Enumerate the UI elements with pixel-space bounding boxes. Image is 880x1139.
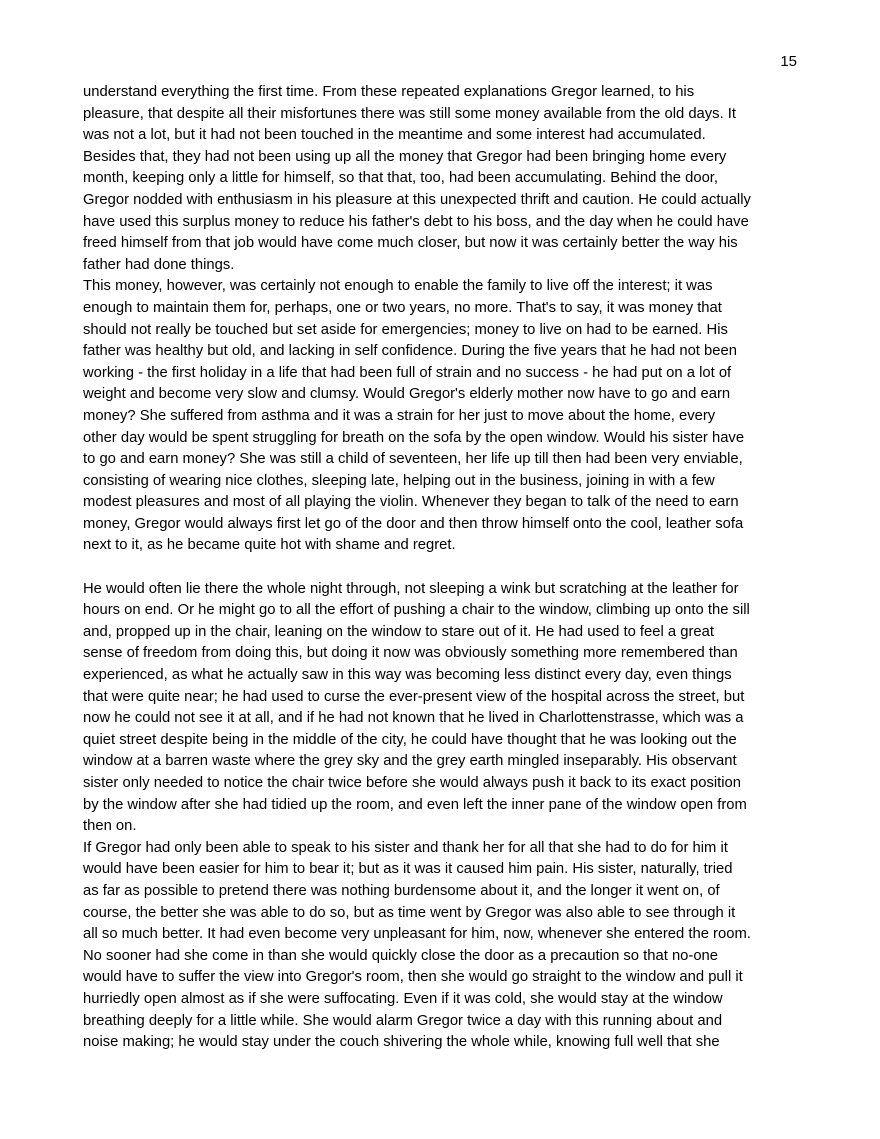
paragraph-4: If Gregor had only been able to speak to his sister and thank her for all that she had to do for him it would have been easier for him to bear it; but as it was it caused him pain. His sister, naturally, tried as far as possible to pretend there was nothing burdensome about it, and the longer it went on, of course, the better she was able to do so, but as time went by Gregor was also able to see through it all so much better. It had even become very unpleasant for him, now, whenever she entered the room. No sooner had she come in than she would quickly close the door as a precaution so that no-one would have to suffer the view into Gregor's room, then she would go straight to the window and pull it hurriedly open almost as if she were suffocating. Even if it was cold, she would stay at the window breathing deeply for a little while. She would alarm Gregor twice a day with this running about and noise making; he would stay under the couch shivering the whole while, knowing full well that she [83, 839, 751, 1051]
paragraph-2: This money, however, was certainly not enough to enable the family to live off the interest; it was enough to maintain them for, perhaps, one or two years, no more. That's to say, it was money that should not really be touched but set aside for emergencies; money to live on had to be earned. His father was healthy but old, and lacking in self confidence. During the five years that he had not been working - the first holiday in a life that had been full of strain and no success - he had put on a lot of weight and become very slow and clumsy. Would Gregor's elderly mother now have to go and earn money? She suffered from asthma and it was a strain for her just to move about the home, every other day would be spent struggling for breath on the sofa by the open window. Would his sister have to go and earn money? She was still a child of seventeen, her life up till then had been very enviable, consisting of wearing nice clothes, sleeping late, helping out in the business, joining in with a few modest pleasures and most of all playing the violin. Whenever they began to talk of the need to earn money, Gregor would always first let go of the door and then throw himself onto the cool, leather sofa next to it, as he became quite hot with shame and regret. [83, 278, 745, 554]
text-body [83, 82, 799, 1054]
page-number: 15 [780, 53, 797, 70]
paragraph-1: understand everything the first time. From these repeated explanations Gregor learned, to his pleasure, that despite all their misfortunes there was still some money available from the old days. It was not a lot, but it had not been touched in the meantime and some interest had accumulated. Besides that, they had not been using up all the money that Gregor had been bringing home every month, keeping only a little for himself, so that that, too, had been accumulating. Behind the door, Gregor nodded with enthusiasm in his pleasure at this unexpected thrift and caution. He could actually have used this surplus money to reduce his father's debt to his boss, and the day when he could have freed himself from that job would have come much closer, but now it was certainly better the way his father had done things. [83, 84, 751, 273]
paragraph-3: He would often lie there the whole night through, not sleeping a wink but scratching at the leather for hours on end. Or he might go to all the effort of pushing a chair to the window, climbing up onto the sill and, propped up in the chair, leaning on the window to stare out of it. He had used to feel a great sense of freedom from doing this, but doing it now was obviously something more remembered than experienced, as what he actually saw in this way was becoming less distinct every day, even things that were quite near; he had used to curse the ever-present view of the hospital across the street, but now he could not see it at all, and if he had not known that he lived in Charlottenstrasse, which was a quiet street despite being in the middle of the city, he could have thought that he was looking out the window at a barren waste where the grey sky and the grey earth mingled inseparably. His observant sister only needed to notice the chair twice before she would always push it back to its exact position by the window after she had tidied up the room, and even left the inner pane of the window open from then on. [83, 580, 750, 835]
paragraph-spacer [83, 557, 799, 579]
